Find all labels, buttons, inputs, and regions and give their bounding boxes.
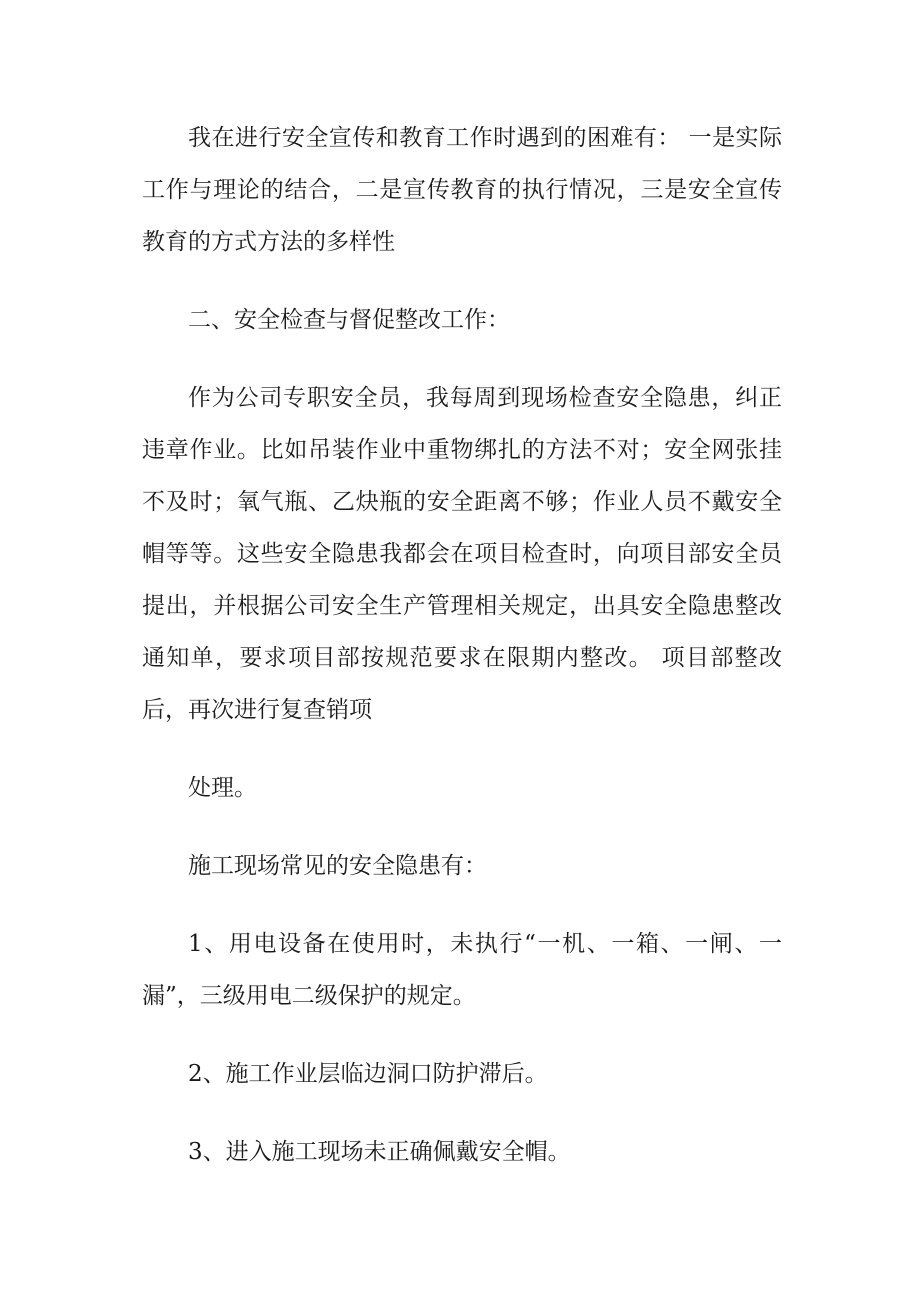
document-body [142,112,782,1204]
list-item-hazard-2: 2、施工作业层临边洞口防护滞后。 [188,1061,548,1087]
list-item-hazard-3: 3、进入施工现场未正确佩戴安全帽。 [188,1139,571,1165]
paragraph-difficulties: 我在进行安全宣传和教育工作时遇到的困难有： 一是实际工作与理论的结合，二是宣传教育的执行情况，三是安全宣传教育的方式方法的多样性 [142,125,782,255]
section-heading-inspection: 二、安全检查与督促整改工作： [188,307,510,333]
paragraph-common-hazards: 施工现场常见的安全隐患有： [188,853,487,879]
paragraph-handling: 处理。 [188,775,257,801]
paragraph-inspection-duties: 作为公司专职安全员，我每周到现场检查安全隐患，纠正违章作业。比如吊装作业中重物绑扎的方法不对；安全网张挂不及时；氧气瓶、乙炔瓶的安全距离不够；作业人员不戴安全帽等等。这些安全隐患我都会在项目检查时，向项目部安全员提出，并根据公司安全生产管理相关规定，出具安全隐患整改通知单，要求项目部按规范要求在限期内整改。 项目部整改后，再次进行复查销项 [142,385,782,723]
list-item-hazard-1: 1、用电设备在使用时，未执行“一机、一箱、一闸、一漏”，三级用电二级保护的规定。 [142,931,782,1009]
